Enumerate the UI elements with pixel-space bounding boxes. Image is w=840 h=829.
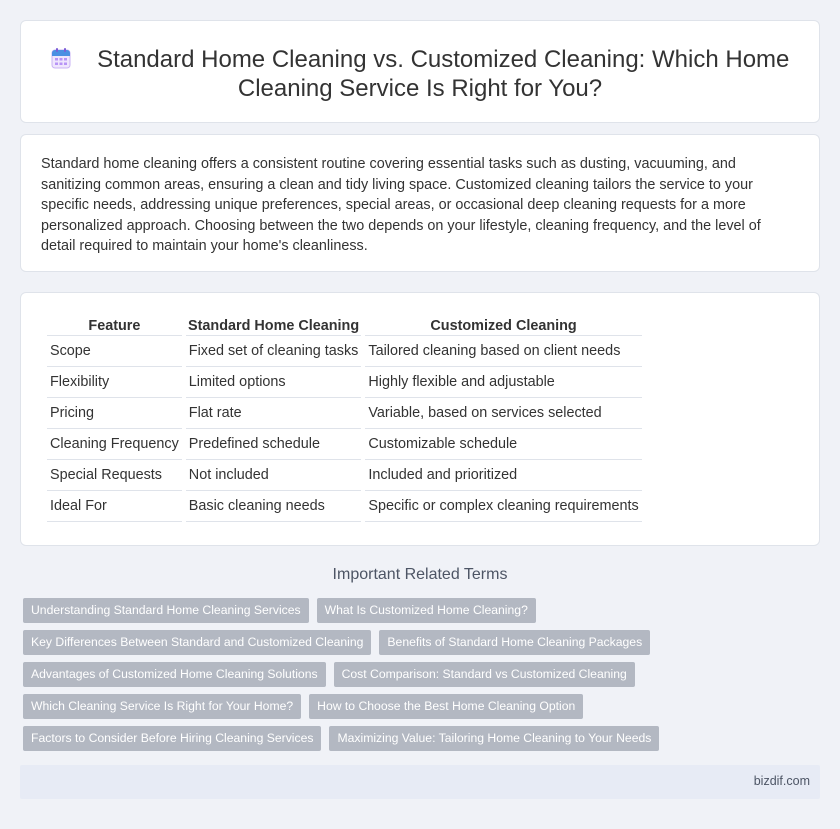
cell-standard: Limited options [186,367,362,398]
related-term-tag[interactable]: What Is Customized Home Cleaning? [317,598,536,623]
table-row [47,429,642,460]
page-title: Standard Home Cleaning vs. Customized Cleaning: Which Home Cleaning Service Is Right for You? [97,46,790,102]
related-term-tag[interactable]: How to Choose the Best Home Cleaning Option [309,694,583,719]
cell-customized: Customizable schedule [365,429,641,460]
cell-standard: Predefined schedule [186,429,362,460]
cell-standard: Fixed set of cleaning tasks [186,336,362,367]
cell-feature: Cleaning Frequency [47,429,182,460]
footer [20,765,820,799]
tag-row [23,662,823,694]
related-term-tag[interactable]: Advantages of Customized Home Cleaning Solutions [23,662,326,687]
cell-customized: Included and prioritized [365,460,641,491]
title-card [20,20,820,123]
footer-site-link[interactable]: bizdif.com [753,774,810,788]
cell-standard: Flat rate [186,398,362,429]
comparison-table-card [20,292,820,546]
cell-standard: Basic cleaning needs [186,491,362,522]
related-terms-heading: Important Related Terms [332,566,508,583]
related-term-tag[interactable]: Factors to Consider Before Hiring Cleaning Services [23,726,321,751]
cell-feature: Special Requests [47,460,182,491]
cell-feature: Flexibility [47,367,182,398]
cell-feature: Scope [47,336,182,367]
table-row [47,460,642,491]
title-wrap [41,45,799,103]
related-term-tag[interactable]: Benefits of Standard Home Cleaning Packages [379,630,650,655]
related-term-tag[interactable]: Cost Comparison: Standard vs Customized Cleaning [334,662,635,687]
related-term-tag[interactable]: Key Differences Between Standard and Customized Cleaning [23,630,371,655]
cell-customized: Specific or complex cleaning requirements [365,491,641,522]
header-customized: Customized Cleaning [365,315,641,336]
header-standard: Standard Home Cleaning [186,315,362,336]
related-term-tag[interactable]: Understanding Standard Home Cleaning Services [23,598,309,623]
table-row [47,367,642,398]
comparison-table [43,315,646,522]
header-feature: Feature [47,315,182,336]
cell-feature: Pricing [47,398,182,429]
cell-customized: Variable, based on services selected [365,398,641,429]
calendar-icon [51,47,71,69]
tag-row [23,630,823,662]
table-row [47,491,642,522]
tag-row [23,726,823,758]
tag-row [23,694,823,726]
related-term-tag[interactable]: Which Cleaning Service Is Right for Your Home? [23,694,301,719]
table-row [47,398,642,429]
table-row [47,336,642,367]
table-header-row [47,315,642,336]
intro-paragraph: Standard home cleaning offers a consistent routine covering essential tasks such as dusting, vacuuming, and sanitizing common areas, ensuring a clean and tidy living space. Customized cleaning tailors the service to your specific needs, addressing unique preferences, special areas, or occasional deep cleaning requests for a more personalized approach. Choosing between the two depends on your lifestyle, cleaning frequency, and the level of detail required to maintain your home's cleanliness. [41,156,761,254]
cell-standard: Not included [186,460,362,491]
cell-customized: Highly flexible and adjustable [365,367,641,398]
intro-card [20,134,820,272]
cell-customized: Tailored cleaning based on client needs [365,336,641,367]
related-terms-tags [23,598,823,758]
cell-feature: Ideal For [47,491,182,522]
tag-row [23,598,823,630]
related-term-tag[interactable]: Maximizing Value: Tailoring Home Cleaning to Your Needs [329,726,659,751]
